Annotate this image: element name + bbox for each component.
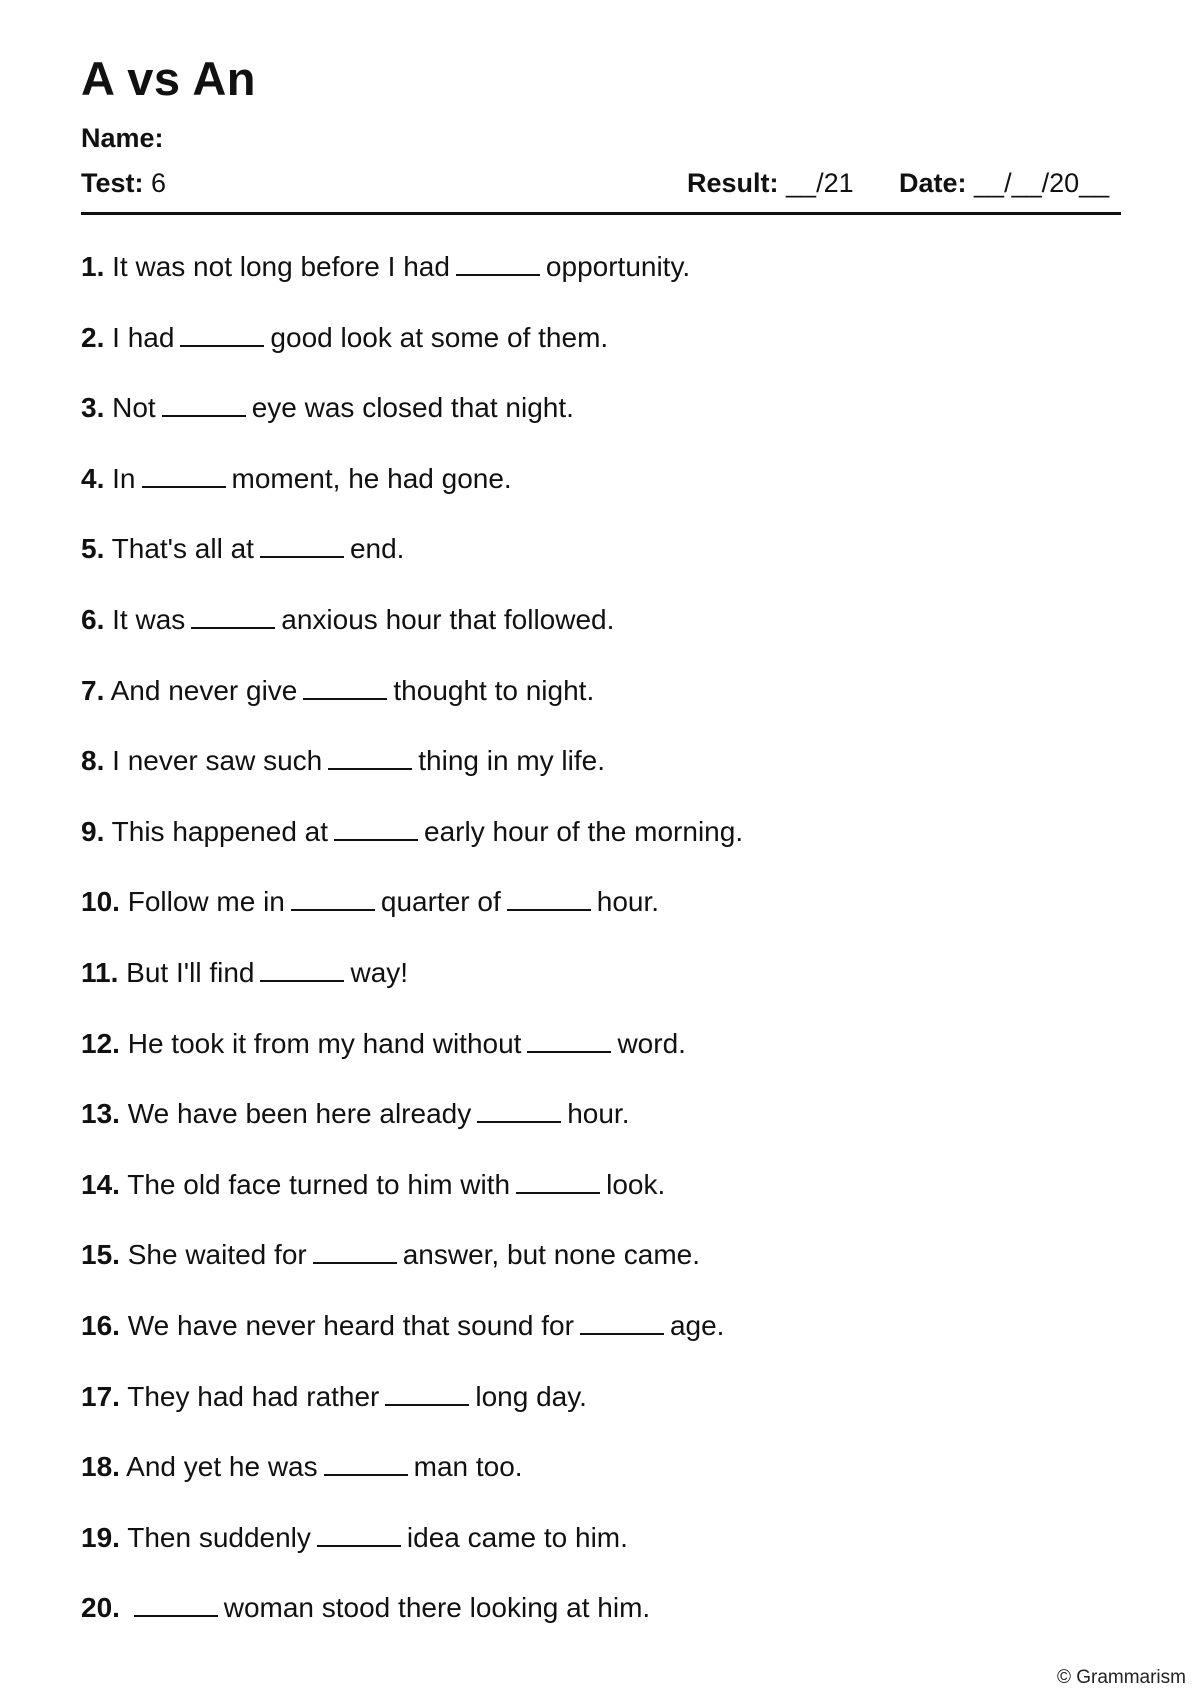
answer-blank[interactable] — [328, 746, 412, 770]
question-number: 1. — [81, 251, 105, 282]
result-label: Result: — [687, 168, 779, 198]
answer-blank[interactable] — [180, 323, 264, 347]
question-number: 3. — [81, 392, 105, 424]
date-field — [899, 170, 1109, 197]
copyright-footer: © Grammarism — [1056, 1667, 1186, 1688]
question-item — [81, 605, 1121, 676]
header-divider — [81, 212, 1121, 215]
question-item — [81, 887, 1121, 958]
question-text-after: anxious hour that followed. — [281, 603, 615, 635]
question-text-middle: quarter of — [380, 886, 501, 918]
question-item — [81, 323, 1121, 394]
question-text-after: end. — [349, 533, 405, 565]
question-number: 13. — [81, 1098, 120, 1130]
question-text-after: moment, he had gone. — [231, 462, 512, 494]
question-item — [81, 1382, 1121, 1453]
question-text-after: thing in my life. — [418, 745, 605, 777]
question-number: 19. — [81, 1521, 120, 1553]
question-item — [81, 676, 1121, 747]
question-number: 11. — [81, 956, 119, 988]
question-text-before: Not — [112, 392, 156, 424]
answer-blank[interactable] — [324, 1452, 408, 1476]
question-item — [81, 252, 1121, 323]
question-text-after: opportunity. — [545, 251, 691, 282]
test-value: 6 — [151, 168, 167, 198]
question-number: 6. — [81, 603, 105, 635]
question-item — [81, 1452, 1121, 1523]
question-item — [81, 464, 1121, 535]
answer-blank[interactable] — [162, 393, 246, 417]
answer-blank[interactable] — [134, 1593, 218, 1617]
question-text-before: I never saw such — [112, 745, 323, 777]
question-number: 17. — [81, 1380, 120, 1412]
test-label: Test: — [81, 168, 144, 198]
question-item — [81, 393, 1121, 464]
answer-blank[interactable] — [385, 1382, 469, 1406]
question-text-after: word. — [617, 1027, 686, 1059]
question-item — [81, 746, 1121, 817]
question-text-before: Follow me in — [127, 886, 285, 918]
question-text-before: This happened at — [111, 815, 329, 847]
date-label: Date: — [899, 168, 967, 198]
answer-blank[interactable] — [303, 676, 387, 700]
question-text-after: hour. — [567, 1098, 630, 1130]
question-number: 8. — [81, 745, 105, 777]
question-text-after: hour. — [596, 886, 660, 918]
answer-blank[interactable] — [291, 887, 375, 911]
question-item — [81, 534, 1121, 605]
question-text-after: long day. — [475, 1380, 587, 1412]
test-field — [81, 170, 166, 197]
answer-blank[interactable] — [527, 1029, 611, 1053]
question-number: 12. — [81, 1027, 120, 1059]
question-text-before: She waited for — [127, 1239, 307, 1271]
question-text-before: The old face turned to him with — [127, 1168, 511, 1200]
question-text-after: idea came to him. — [406, 1521, 628, 1553]
question-text-after: answer, but none came. — [402, 1239, 701, 1271]
question-text-before: But I'll find — [126, 956, 255, 988]
question-text-after: woman stood there looking at him. — [223, 1592, 651, 1624]
question-number: 7. — [81, 674, 105, 706]
question-number: 18. — [81, 1451, 120, 1483]
question-text-after: early hour of the morning. — [424, 815, 744, 847]
question-item — [81, 1311, 1121, 1382]
answer-blank[interactable] — [580, 1311, 664, 1335]
question-text-before: We have been here already — [127, 1098, 472, 1130]
question-item — [81, 1029, 1121, 1100]
question-item — [81, 1240, 1121, 1311]
meta-row — [81, 170, 1121, 202]
answer-blank[interactable] — [313, 1240, 397, 1264]
question-item — [81, 1593, 1121, 1664]
question-text-after: eye was closed that night. — [251, 392, 574, 424]
question-item — [81, 1170, 1121, 1241]
result-field — [687, 170, 854, 197]
date-value: __/__/20__ — [974, 168, 1110, 198]
question-text-before: And yet he was — [126, 1451, 318, 1483]
question-text-before: We have never heard that sound for — [127, 1309, 574, 1341]
question-text-before: I had — [112, 321, 175, 353]
answer-blank[interactable] — [260, 958, 344, 982]
question-item — [81, 958, 1121, 1029]
result-value: __/21 — [786, 168, 854, 198]
answer-blank[interactable] — [334, 817, 418, 841]
question-number: 14. — [81, 1168, 120, 1200]
question-number: 9. — [81, 815, 105, 847]
question-number: 16. — [81, 1309, 120, 1341]
answer-blank[interactable] — [516, 1170, 600, 1194]
name-label: Name: — [81, 123, 164, 153]
question-number: 20. — [81, 1592, 120, 1624]
question-text-before: That's all at — [111, 533, 254, 565]
answer-blank[interactable] — [142, 464, 226, 488]
question-text-after: good look at some of them. — [270, 321, 609, 353]
question-text-before: They had had rather — [127, 1380, 380, 1412]
question-number: 4. — [81, 462, 105, 494]
question-text-after: thought to night. — [393, 674, 595, 706]
question-text-after: look. — [606, 1168, 666, 1200]
answer-blank[interactable] — [456, 252, 540, 276]
question-item — [81, 1523, 1121, 1594]
question-text-before: In — [112, 462, 136, 494]
question-text-after: man too. — [413, 1451, 523, 1483]
question-number: 15. — [81, 1239, 120, 1271]
question-text-after: way! — [350, 956, 409, 988]
question-item — [81, 1099, 1121, 1170]
question-number: 2. — [81, 321, 105, 353]
page-title: A vs An — [81, 52, 256, 105]
question-text-before: Then suddenly — [127, 1521, 311, 1553]
question-item — [81, 817, 1121, 888]
question-text-before: It was not long before I had — [112, 251, 450, 282]
question-list — [81, 252, 1121, 1664]
question-number: 5. — [81, 533, 105, 565]
question-text-after: age. — [669, 1309, 725, 1341]
answer-blank[interactable] — [260, 534, 344, 558]
answer-blank[interactable] — [507, 887, 591, 911]
question-text-before: It was — [112, 603, 186, 635]
answer-blank[interactable] — [477, 1099, 561, 1123]
question-number: 10. — [81, 886, 120, 918]
question-text-before: And never give — [110, 674, 298, 706]
question-text-before: He took it from my hand without — [127, 1027, 522, 1059]
answer-blank[interactable] — [317, 1523, 401, 1547]
answer-blank[interactable] — [191, 605, 275, 629]
